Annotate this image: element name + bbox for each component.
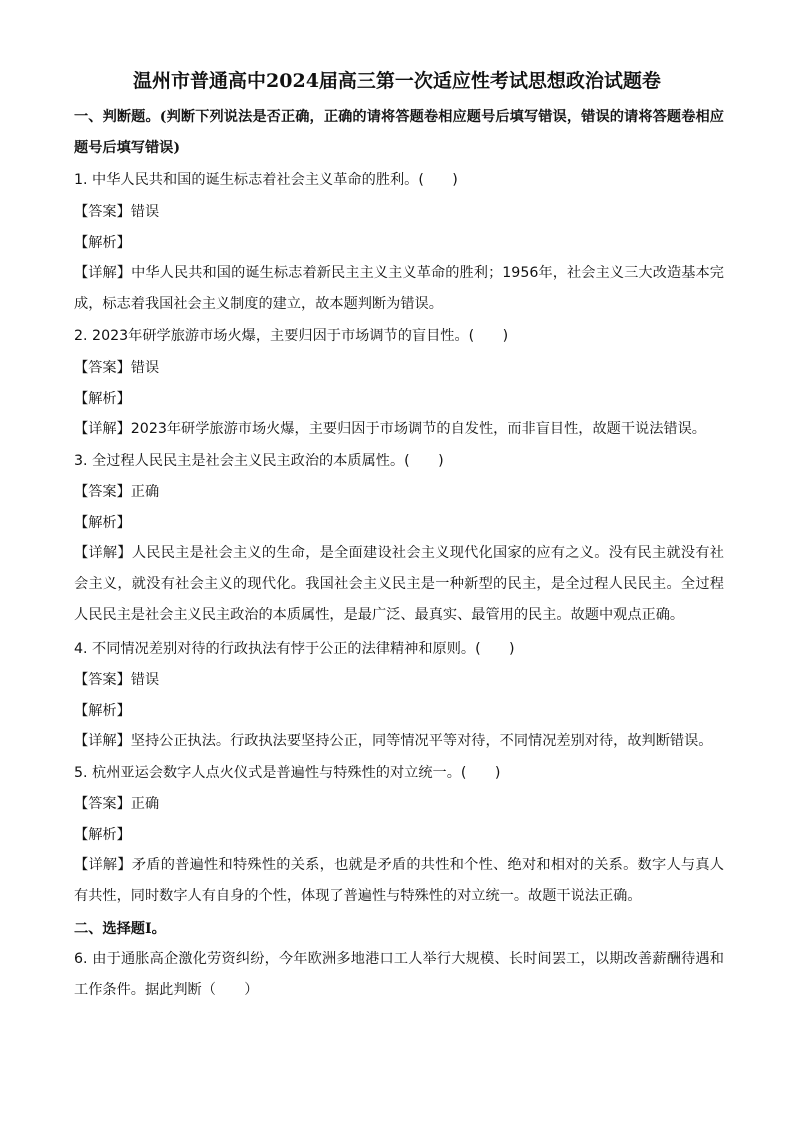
question-1: 1. 中华人民共和国的诞生标志着社会主义革命的胜利。( ): [74, 172, 458, 188]
detail-text: 坚持公正执法。行政执法要坚持公正，同等情况平等对待，不同情况差别对待，故判断错误。: [130, 733, 713, 749]
answer-row-5: [74, 793, 724, 815]
detail-4: [74, 726, 724, 757]
detail-text: 矛盾的普遍性和特殊性的关系，也就是矛盾的共性和个性、绝对和相对的关系。数字人与真人有共性，同时数字人有自身的个性，体现了普遍性与特殊性的对立统一。故题干说法正确。: [74, 857, 724, 904]
detail-label: 【详解】: [74, 733, 131, 749]
answer-label: 【答案】: [74, 204, 131, 220]
answer-value: 错误: [130, 672, 160, 688]
page-title: 温州市普通高中2024届高三第一次适应性考试思想政治试题卷: [133, 70, 661, 92]
question-6: 6. 由于通胀高企激化劳资纠纷，今年欧洲多地港口工人举行大规模、长时间罢工，以期改善薪酬待遇和工作条件。据此判断（ ）: [74, 951, 724, 998]
detail-1: [74, 258, 724, 320]
question-3: 3. 全过程人民民主是社会主义民主政治的本质属性。( ): [74, 453, 444, 469]
answer-value: 错误: [130, 360, 160, 376]
answer-label: 【答案】: [74, 360, 131, 376]
question-4: 4. 不同情况差别对待的行政执法有悖于公正的法律精神和原则。( ): [74, 641, 515, 657]
analysis-label: 【解析】: [74, 827, 131, 843]
analysis-label: 【解析】: [74, 235, 131, 251]
detail-text: 中华人民共和国的诞生标志着新民主主义主义革命的胜利；1956年，社会主义三大改造基本完成，标志着我国社会主义制度的建立，故本题判断为错误。: [74, 265, 724, 312]
detail-2: [74, 414, 724, 445]
detail-5: [74, 850, 724, 912]
section-heading-judgment: 一、判断题。(判断下列说法是否正确，正确的请将答题卷相应题号后填写错误，错误的请将答题卷相应题号后填写错误): [74, 109, 724, 156]
detail-label: 【详解】: [74, 545, 132, 561]
answer-label: 【答案】: [74, 484, 131, 500]
detail-text: 人民民主是社会主义的生命，是全面建设社会主义现代化国家的应有之义。没有民主就没有社会主义，就没有社会主义的现代化。我国社会主义民主是一种新型的民主，是全过程人民民主。全过程人民民主是社会主义民主政治的本质属性，是最广泛、最真实、最管用的民主。故题中观点正确。: [74, 545, 724, 623]
detail-label: 【详解】: [74, 265, 132, 281]
answer-label: 【答案】: [74, 672, 131, 688]
question-5: 5. 杭州亚运会数字人点火仪式是普遍性与特殊性的对立统一。( ): [74, 765, 501, 781]
answer-row-1: [74, 201, 724, 223]
analysis-label: 【解析】: [74, 391, 131, 407]
detail-label: 【详解】: [74, 857, 132, 873]
question-2: 2. 2023年研学旅游市场火爆，主要归因于市场调节的盲目性。( ): [74, 328, 509, 344]
detail-3: [74, 538, 724, 631]
detail-text: 2023年研学旅游市场火爆，主要归因于市场调节的自发性，而非盲目性，故题干说法错误。: [130, 421, 706, 437]
answer-row-2: [74, 357, 724, 379]
detail-label: 【详解】: [74, 421, 131, 437]
section-heading-choice: 二、选择题Ⅰ。: [74, 921, 166, 937]
answer-value: 错误: [130, 204, 160, 220]
analysis-label: 【解析】: [74, 703, 131, 719]
answer-row-3: [74, 481, 724, 503]
answer-label: 【答案】: [74, 796, 131, 812]
answer-value: 正确: [130, 484, 160, 500]
answer-row-4: [74, 669, 724, 691]
analysis-label: 【解析】: [74, 515, 131, 531]
answer-value: 正确: [130, 796, 160, 812]
